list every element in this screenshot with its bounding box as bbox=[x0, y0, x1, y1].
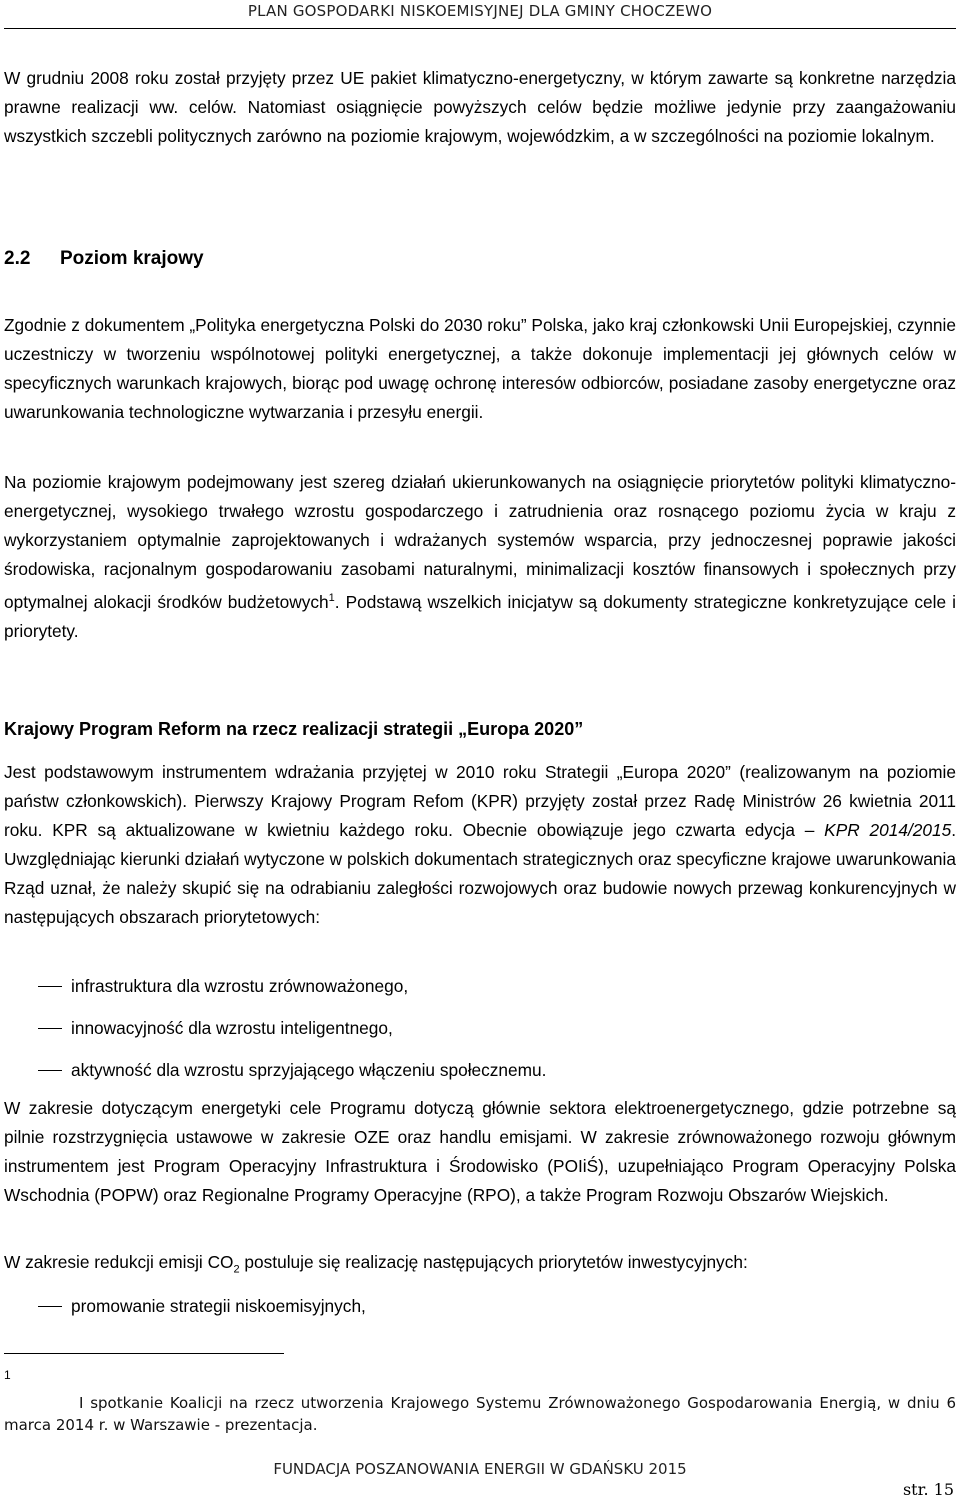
footnote-text: I spotkanie Koalicji na rzecz utworzenia Krajowego Systemu Zrównoważonego Gospodarowania Energią, w dniu 6 marca 2014 r. w Warszawie - prezentacja. bbox=[4, 1394, 956, 1434]
footnote-separator bbox=[4, 1353, 284, 1354]
kpr-paragraph-1-text bbox=[4, 758, 956, 932]
list-item-text: innowacyjność dla wzrostu inteligentnego, bbox=[71, 1018, 393, 1038]
list-item bbox=[38, 976, 938, 1018]
dash-bullet-icon bbox=[38, 1306, 62, 1307]
kpr-p3-part-b: postuluje się realizację następujących priorytetów inwestycyjnych: bbox=[239, 1252, 748, 1272]
kpr-paragraph-1 bbox=[4, 758, 956, 932]
kpr-heading: Krajowy Program Reform na rzecz realizacji strategii „Europa 2020” bbox=[4, 719, 584, 739]
intro-paragraph-text: W grudniu 2008 roku został przyjęty przez UE pakiet klimatyczno-energetyczny, w którym zawarte są konkretne narzędzia prawne realizacji ww. celów. Natomiast osiągnięcie powyższych celów będzie możliwe jedynie przy zaangażowaniu wszystkich szczebli politycznych zarówno na poziomie krajowym, wojewódzkim, a w szczególności na poziomie lokalnym. bbox=[4, 68, 956, 146]
co2-subscript: 2 bbox=[233, 1263, 240, 1276]
running-footer: FUNDACJA POSZANOWANIA ENERGII W GDAŃSKU 2015 bbox=[273, 1460, 687, 1478]
section-paragraph-2-text bbox=[4, 468, 956, 646]
footnote-reference[interactable]: 1 bbox=[328, 592, 335, 604]
section-title: Poziom krajowy bbox=[60, 248, 204, 269]
section-paragraph-1-text: Zgodnie z dokumentem „Polityka energetyczna Polski do 2030 roku” Polska, jako kraj członkowski Unii Europejskiej, czynnie uczestniczy w tworzeniu wspólnotowej polityki energetycznej, a także dokonuje implementacji jej głównych celów w specyficznych warunkach krajowych, biorąc pod uwagę ochronę interesów odbiorców, posiadane zasoby energetyczne oraz uwarunkowania technologiczne wytwarzania i przesyłu energii. bbox=[4, 315, 956, 422]
list-item-text: infrastruktura dla wzrostu zrównoważonego, bbox=[71, 976, 409, 996]
kpr-paragraph-2 bbox=[4, 1094, 956, 1210]
list-item-text: promowanie strategii niskoemisyjnych, bbox=[71, 1296, 366, 1316]
section-heading bbox=[4, 248, 204, 270]
dash-bullet-icon bbox=[38, 1070, 62, 1071]
page-number: str. 15 bbox=[902, 1480, 954, 1499]
intro-paragraph bbox=[4, 64, 956, 151]
kpr-edition-italic: KPR 2014/2015 bbox=[824, 820, 952, 840]
priority-list bbox=[38, 976, 938, 1102]
kpr-paragraph-2-text: W zakresie dotyczącym energetyki cele Programu dotyczą głównie sektora elektroenergetycznego, gdzie potrzebne są pilnie rozstrzygnięcia ustawowe w zakresie OZE oraz handlu emisjami. W zakresie zrównoważonego rozwoju głównym instrumentem jest Program Operacyjny Infrastruktura i Środowisko (POIiŚ), uzupełniająco Program Operacyjny Polska Wschodnia (POPW) oraz Regionalne Programy Operacyjne (RPO), a także Program Rozwoju Obszarów Wiejskich. bbox=[4, 1098, 956, 1205]
list-item bbox=[38, 1296, 938, 1338]
kpr-paragraph-3 bbox=[4, 1248, 956, 1284]
section-number: 2.2 bbox=[4, 248, 31, 269]
list-item bbox=[38, 1018, 938, 1060]
dash-bullet-icon bbox=[38, 986, 62, 987]
paragraph-2-part-a: Na poziomie krajowym podejmowany jest szereg działań ukierunkowanych na osiągnięcie priorytetów polityki klimatyczno-energetycznej, wysokiego trwałego wzrostu gospodarczego i zatrudnienia oraz rosnącego poziomu życia w kraju z wykorzystaniem optymalnie zaprojektowanych i wdrażanych systemów wsparcia, przy jednoczesnej poprawie jakości środowiska, racjonalnym gospodarowaniu zasobami naturalnymi, minimalizacji kosztów finansowych i społecznych przy optymalnej alokacji środków budżetowych bbox=[4, 472, 956, 612]
kpr-p1-part-b: . Uwzględniając kierunki działań wytyczone w polskich dokumentach strategicznych oraz specyficzne krajowe uwarunkowania Rząd uznał, że należy skupić się na odrabianiu zaległości rozwojowych oraz budowie nowych przewag konkurencyjnych w następujących obszarach priorytetowych: bbox=[4, 820, 957, 927]
header-rule bbox=[4, 28, 956, 29]
section-paragraph-1 bbox=[4, 311, 956, 427]
kpr-p3-part-a: W zakresie redukcji emisji CO bbox=[4, 1252, 234, 1272]
investment-priority-list bbox=[38, 1296, 938, 1338]
running-header: PLAN GOSPODARKI NISKOEMISYJNEJ DLA GMINY CHOCZEWO bbox=[247, 2, 713, 20]
kpr-paragraph-3-text bbox=[4, 1248, 956, 1284]
dash-bullet-icon bbox=[38, 1028, 62, 1029]
list-item-text: aktywność dla wzrostu sprzyjającego włączeniu społecznemu. bbox=[71, 1060, 547, 1080]
paragraph-2-part-b: . Podstawą wszelkich inicjatyw są dokumenty strategiczne konkretyzujące cele i priorytety. bbox=[4, 591, 956, 641]
section-paragraph-2 bbox=[4, 468, 956, 646]
kpr-p1-part-a: Jest podstawowym instrumentem wdrażania przyjętej w 2010 roku Strategii „Europa 2020” (realizowanym na poziomie państw członkowskich). Pierwszy Krajowy Program Refom (KPR) przyjęty został przez Radę Ministrów 26 kwietnia 2011 roku. KPR są aktualizowane w kwietniu każdego roku. Obecnie obowiązuje jego czwarta edycja – bbox=[4, 762, 956, 840]
footnote-mark: 1 bbox=[4, 1368, 11, 1382]
